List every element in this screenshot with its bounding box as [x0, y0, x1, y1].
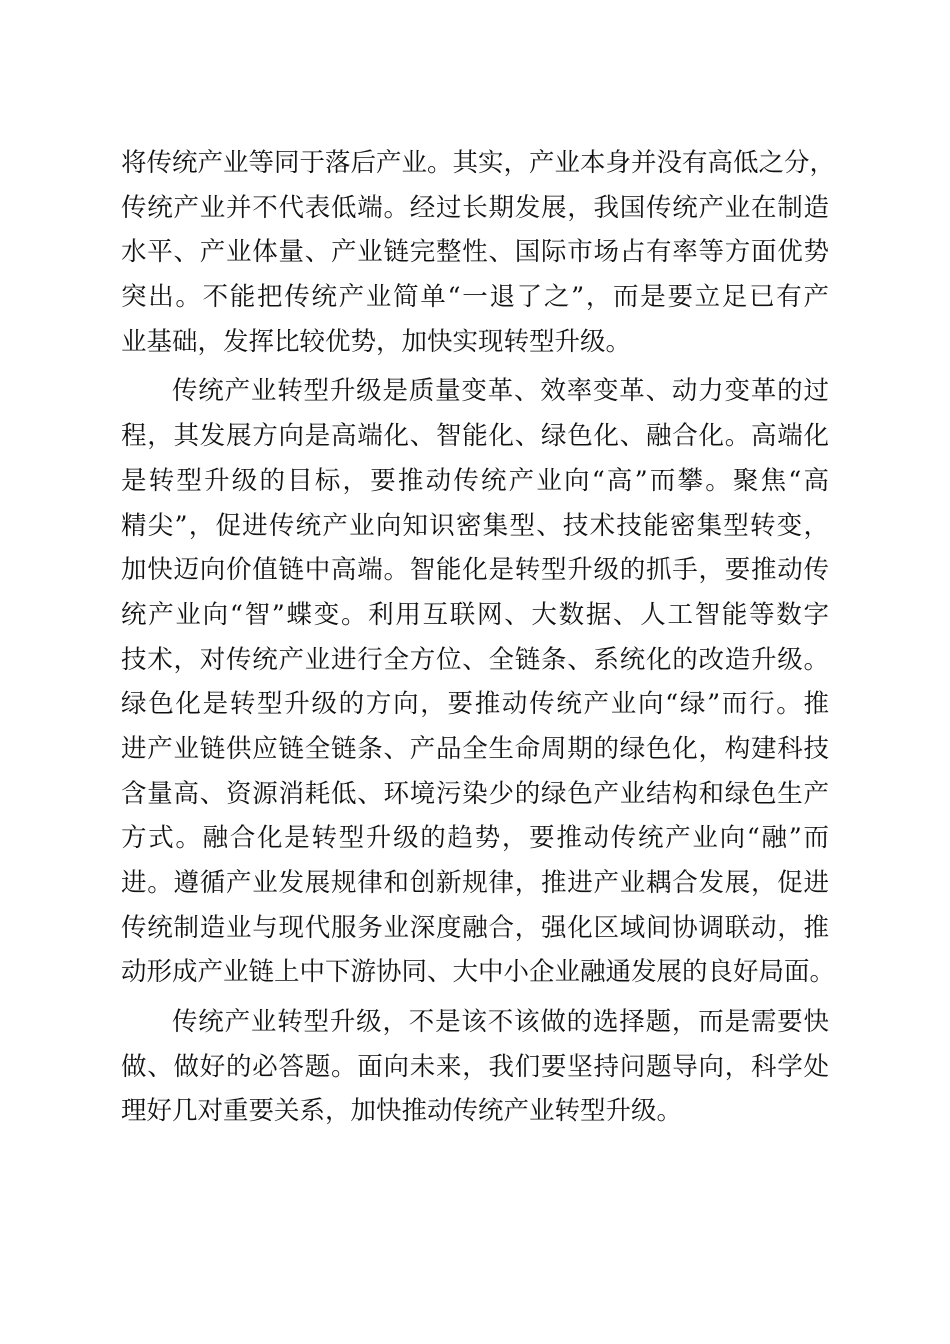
paragraph-line: 传统制造业与现代服务业深度融合，强化区域间协调联动，推 — [121, 912, 829, 943]
paragraph-line: 统产业向“智”蝶变。利用互联网、大数据、人工智能等数字 — [121, 599, 829, 630]
paragraph-line: 方式。融合化是转型升级的趋势，要推动传统产业向“融”而 — [121, 823, 829, 854]
paragraph-2 — [121, 369, 836, 995]
paragraph-3 — [121, 1000, 829, 1134]
paragraph-line: 进。遵循产业发展规律和创新规律，推进产业耦合发展，促进 — [121, 868, 829, 898]
body-text — [121, 141, 836, 1134]
paragraph-line: 加快迈向价值链中高端。智能化是转型升级的抓手，要推动传 — [121, 555, 829, 586]
paragraph-line: 将传统产业等同于落后产业。其实，产业本身并没有高低之分， — [121, 148, 836, 178]
paragraph-line: 突出。不能把传统产业简单“一退了之”，而是要立足已有产 — [121, 282, 829, 313]
paragraph-line: 动形成产业链上中下游协同、大中小企业融通发展的良好局面。 — [121, 957, 836, 988]
paragraph-line: 程，其发展方向是高端化、智能化、绿色化、融合化。高端化 — [121, 421, 829, 452]
paragraph-line: 传统产业转型升级，不是该不该做的选择题，而是需要快 — [172, 1007, 829, 1038]
paragraph-line: 业基础，发挥比较优势，加快实现转型升级。 — [121, 326, 632, 357]
paragraph-line: 是转型升级的目标，要推动传统产业向“高”而攀。聚焦“高 — [121, 465, 829, 496]
paragraph-line: 传统产业并不代表低端。经过长期发展，我国传统产业在制造 — [121, 192, 829, 223]
paragraph-line: 技术，对传统产业进行全方位、全链条、系统化的改造升级。 — [121, 644, 829, 675]
paragraph-line: 绿色化是转型升级的方向，要推动传统产业向“绿”而行。推 — [121, 689, 829, 720]
paragraph-line: 含量高、资源消耗低、环境污染少的绿色产业结构和绿色生产 — [121, 778, 829, 809]
paragraph-1 — [121, 141, 836, 364]
paragraph-line: 理好几对重要关系，加快推动传统产业转型升级。 — [121, 1096, 683, 1127]
paragraph-line: 做、做好的必答题。面向未来，我们要坚持问题导向，科学处 — [121, 1051, 829, 1082]
paragraph-line: 水平、产业体量、产业链完整性、国际市场占有率等方面优势 — [121, 237, 829, 268]
paragraph-line: 精尖”，促进传统产业向知识密集型、技术技能密集型转变， — [121, 510, 829, 541]
paragraph-line: 传统产业转型升级是质量变革、效率变革、动力变革的过 — [172, 376, 829, 407]
paragraph-line: 进产业链供应链全链条、产品全生命周期的绿色化，构建科技 — [121, 733, 829, 764]
